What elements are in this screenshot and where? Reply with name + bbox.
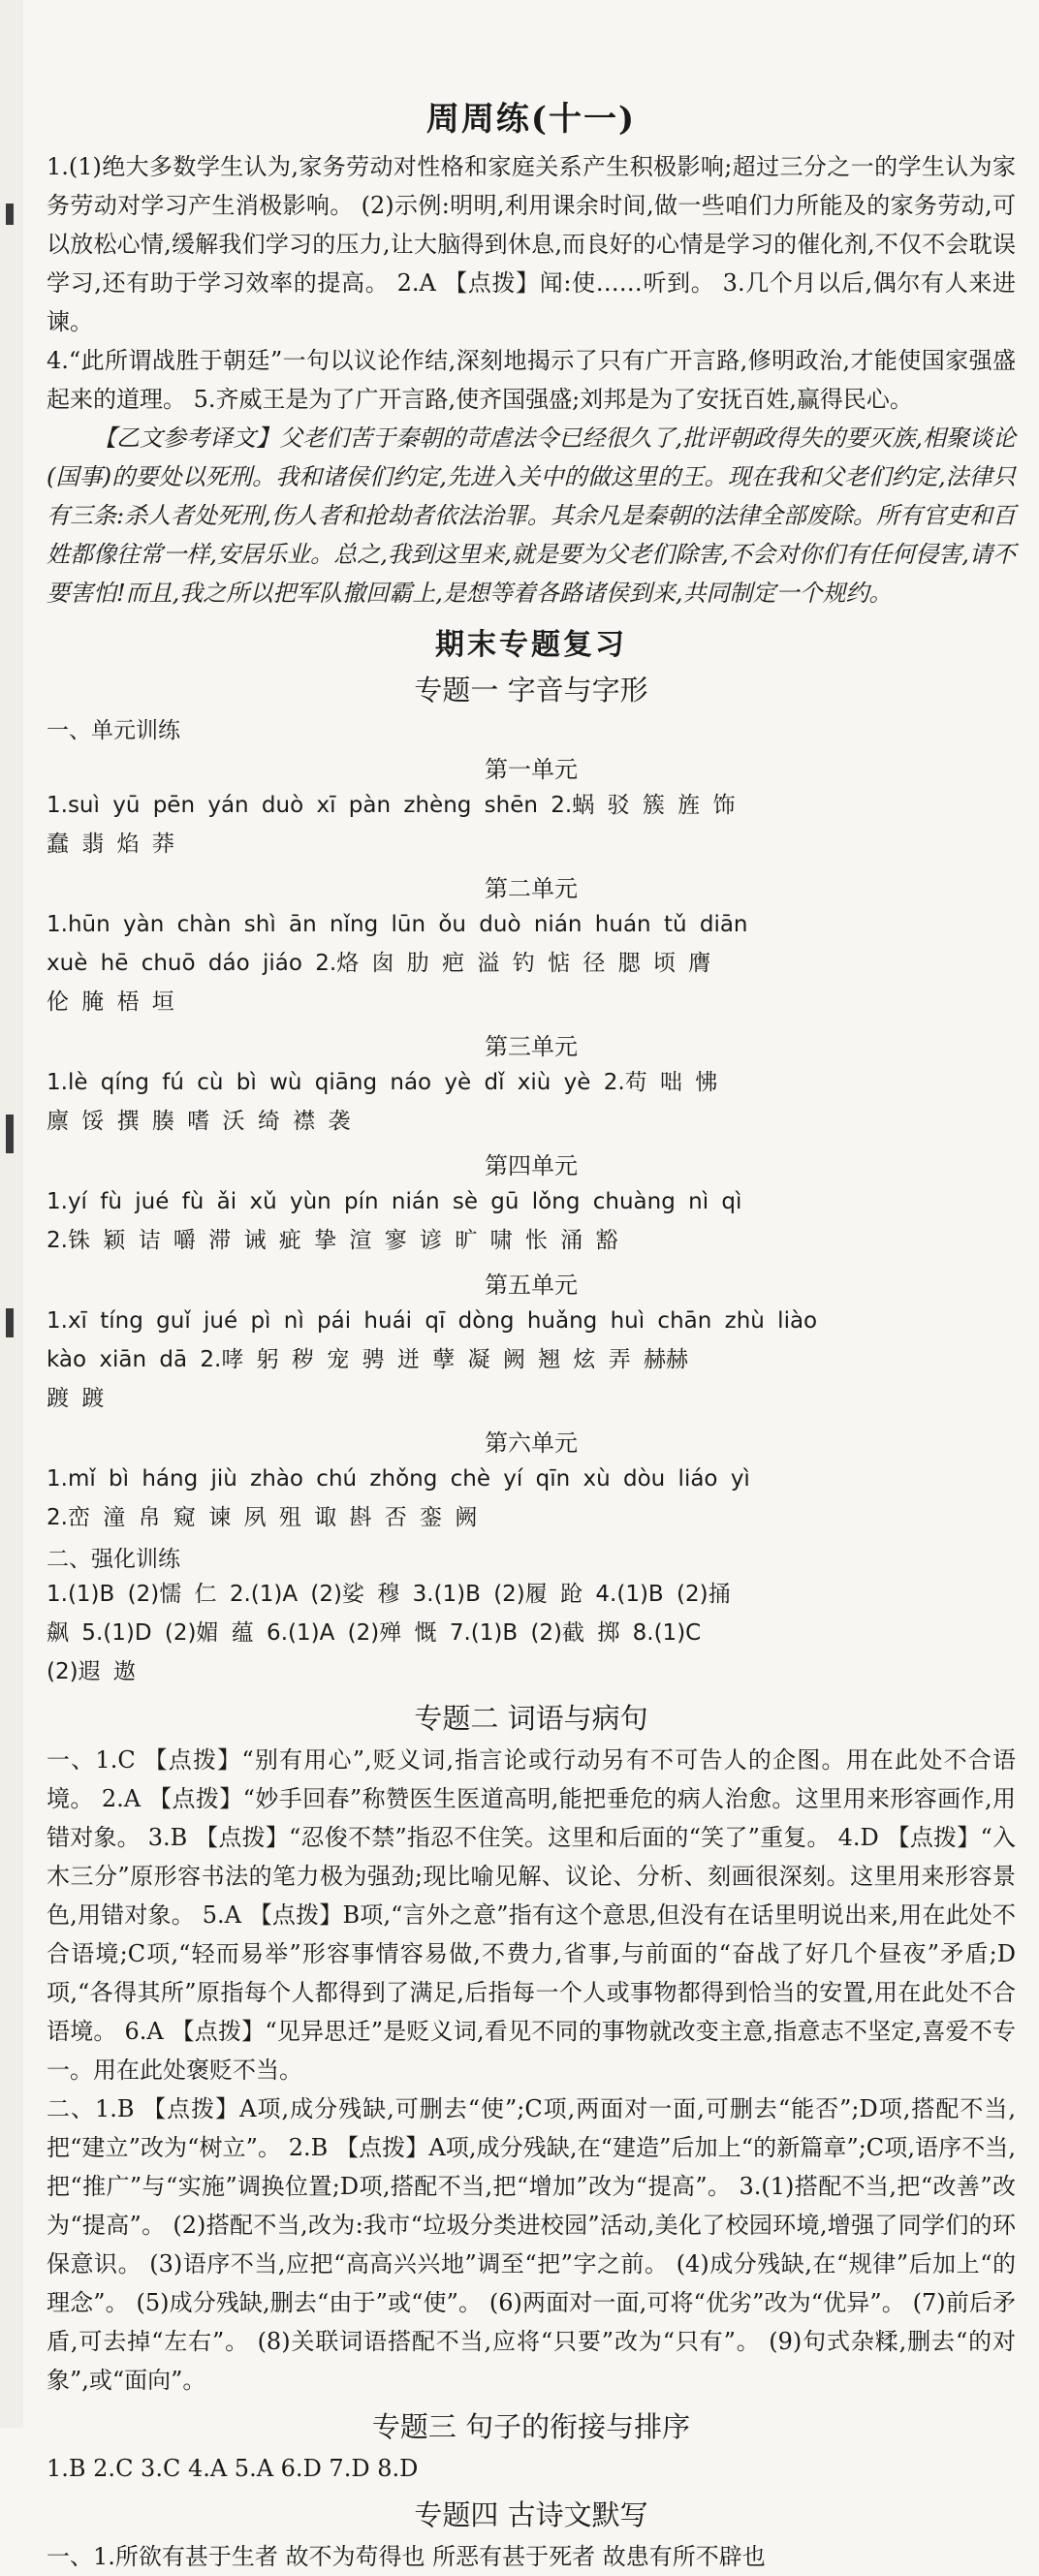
topic2-part1: 一、1.C 【点拨】“别有用心”,贬义词,指言论或行动另有不可告人的企图。用在此处不合语境。 2.A 【点拨】“妙手回春”称赞医生医道高明,能把垂危的病人治愈。这里用来形容画作,用错对象。 3.B 【点拨】“忍俊不禁”指忍不住笑。这里和后面的“笑了”重复。 4.D 【点拨】“入木三分”原形容书法的笔力极为强劲;现比喻见解、议论、分析、刻画很深刻。这里用来形容景色,用错对象。 5.A 【点拨】B项,“言外之意”指有这个意思,但没有在话里明说出来,用在此处不合语境;C项,“轻而易举”形容事情容易做,不费力,省事,与前面的“奋战了好几个昼夜”矛盾;D项,“各得其所”原指每个人都得到了满足,后指每一个人或事物都得到恰当的安置,用在此处不合语境。 6.A 【点拨】“见异思迁”是贬义词,看见不同的事物就改变主意,指意志不坚定,喜爱不专一。用在此处褒贬不当。 — [47, 1746, 1016, 2084]
topic2-part2: 二、1.B 【点拨】A项,成分残缺,可删去“使”;C项,两面对一面,可删去“能否”;D项,搭配不当,把“建立”改为“树立”。 2.B 【点拨】A项,成分残缺,在“建造”后加上“的新篇章”;C项,语序不当,把“推广”与“实施”调换位置;D项,搭配不当,把“增加”改为“提高”。 3.(1)搭配不当,把“改善”改为“提高”。 (2)搭配不当,改为:我市“垃圾分类进校园”活动,美化了校园环境,增强了同学们的环保意识。 (3)语序不当,应把“高高兴兴地”调至“把”字之前。 (4)成分残缺,在“规律”后加上“的理念”。 (5)成分残缺,删去“由于”或“使”。 (6)两面对一面,可将“优劣”改为“优异”。 (7)前后矛盾,可去掉“左右”。 (8)关联词语搭配不当,应将“只要”改为“只有”。 (9)句式杂糅,删去“的对象”,或“面向”。 — [47, 2095, 1016, 2394]
part2-label: 二、强化训练 — [47, 1547, 180, 1572]
unit-line: 1.lè qíng fú cù bì wù qiāng náo yè dǐ xiù yè 2.苟 咄 怫 — [47, 1070, 718, 1095]
weekly-title: 周周练(十一) — [425, 100, 637, 139]
unit-line: 2.铢 颖 诘 嚼 滞 诫 疵 挚 渲 寥 谚 旷 啸 怅 涌 豁 — [47, 1228, 618, 1253]
unit-title: 第二单元 — [485, 875, 578, 902]
unit-line: 踱 踱 — [47, 1386, 105, 1411]
unit-line: 蠢 翡 焰 莽 — [47, 832, 174, 857]
unit-line: 1.suì yū pēn yán duò xī pàn zhèng shēn 2.蜗 驳 簇 旌 饰 — [47, 793, 736, 818]
unit-line: 廪 馁 撰 腠 嗜 沃 绮 襟 袭 — [47, 1109, 351, 1134]
unit-line: 1.hūn yàn chàn shì ān nǐng lūn ǒu duò nián huán tǔ diān — [47, 912, 748, 937]
unit-line: kào xiān dā 2.哮 躬 秽 宠 骋 迸 孽 凝 阙 翘 炫 弄 赫赫 — [47, 1347, 689, 1372]
weekly-answer-2: 4.“此所谓战胜于朝廷”一句以议论作结,深刻地揭示了只有广开言路,修明政治,才能使国家强盛起来的道理。 5.齐威王是为了广开言路,使齐国强盛;刘邦是为了安抚百姓,赢得民心。 — [47, 347, 1016, 413]
weekly-answer-1: 1.(1)绝大多数学生认为,家务劳动对性格和家庭关系产生积极影响;超过三分之一的学生认为家务劳动对学习产生消极影响。 (2)示例:明明,利用课余时间,做一些咱们力所能及的家务劳动,可以放松心情,缓解我们学习的压力,让大脑得到休息,而良好的心情是学习的催化剂,不仅不会耽误学习,还有助于学习效率的提高。 2.A 【点拨】闻:使……听到。 3.几个月以后,偶尔有人来进谏。 — [47, 153, 1016, 335]
part1-label: 一、单元训练 — [47, 718, 180, 743]
topic4-title: 专题四 古诗文默写 — [414, 2498, 648, 2531]
unit-title: 第三单元 — [485, 1033, 578, 1060]
topic2-title: 专题二 词语与病句 — [414, 1702, 648, 1735]
drill-line: (2)遐 遨 — [47, 1659, 136, 1684]
margin-mark — [6, 1115, 14, 1153]
margin-mark — [6, 1308, 14, 1337]
topic4-first-line: 一、1.所欲有甚于生者 故不为苟得也 所恶有甚于死者 故患有所不辟也 — [47, 2543, 766, 2570]
unit-line: 1.yí fù jué fù ǎi xǔ yùn pín nián sè gū lǒng chuàng nì qì — [47, 1189, 742, 1214]
unit-line: 2.峦 潼 帛 窥 谏 夙 殂 诹 斟 否 銮 阙 — [47, 1505, 478, 1530]
drill-line: 1.(1)B (2)懦 仁 2.(1)A (2)娑 穆 3.(1)B (2)履 跄 4.(1)B (2)捅 — [47, 1582, 731, 1607]
topic1-title: 专题一 字音与字形 — [414, 674, 648, 707]
translation-paragraph: 【乙文参考译文】父老们苦于秦朝的苛虐法令已经很久了,批评朝政得失的要灭族,相聚谈论(国事)的要处以死刑。我和诸侯们约定,先进入关中的做这里的王。现在我和父老们约定,法律只有三条:杀人者处死刑,伤人者和抢劫者依法治罪。其余凡是秦朝的法律全部废除。所有官吏和百姓都像往常一样,安居乐业。总之,我到这里来,就是要为父老们除害,不会对你们有任何侵害,请不要害怕!而且,我之所以把军队撤回霸上,是想等着各路诸侯到来,共同制定一个规约。 — [47, 424, 1016, 607]
topic3-title: 专题三 句子的衔接与排序 — [371, 2410, 691, 2443]
unit-line: 伦 腌 梧 垣 — [47, 990, 174, 1015]
unit-title: 第一单元 — [485, 756, 578, 783]
unit-title: 第六单元 — [485, 1429, 578, 1457]
unit-line: xuè hē chuō dáo jiáo 2.烙 囱 肋 疤 溢 钓 惦 径 腮 顷 膺 — [47, 951, 711, 976]
topic3-answers: 1.B 2.C 3.C 4.A 5.A 6.D 7.D 8.D — [47, 2455, 419, 2482]
answer-page — [47, 92, 1016, 2576]
margin-mark — [6, 204, 14, 225]
unit-line: 1.mǐ bì háng jiù zhào chú zhǒng chè yí qīn xù dòu liáo yì — [47, 1466, 750, 1492]
unit-line: 1.xī tíng guǐ jué pì nì pái huái qī dòng huǎng huì chān zhù liào — [47, 1308, 818, 1334]
drill-line: 飙 5.(1)D (2)媚 蕴 6.(1)A (2)殚 慨 7.(1)B (2)截 掷 8.(1)C — [47, 1620, 702, 1646]
review-title: 期末专题复习 — [435, 628, 627, 662]
unit-title: 第五单元 — [485, 1272, 578, 1299]
unit-title: 第四单元 — [485, 1152, 578, 1179]
binding-margin — [0, 0, 23, 2428]
